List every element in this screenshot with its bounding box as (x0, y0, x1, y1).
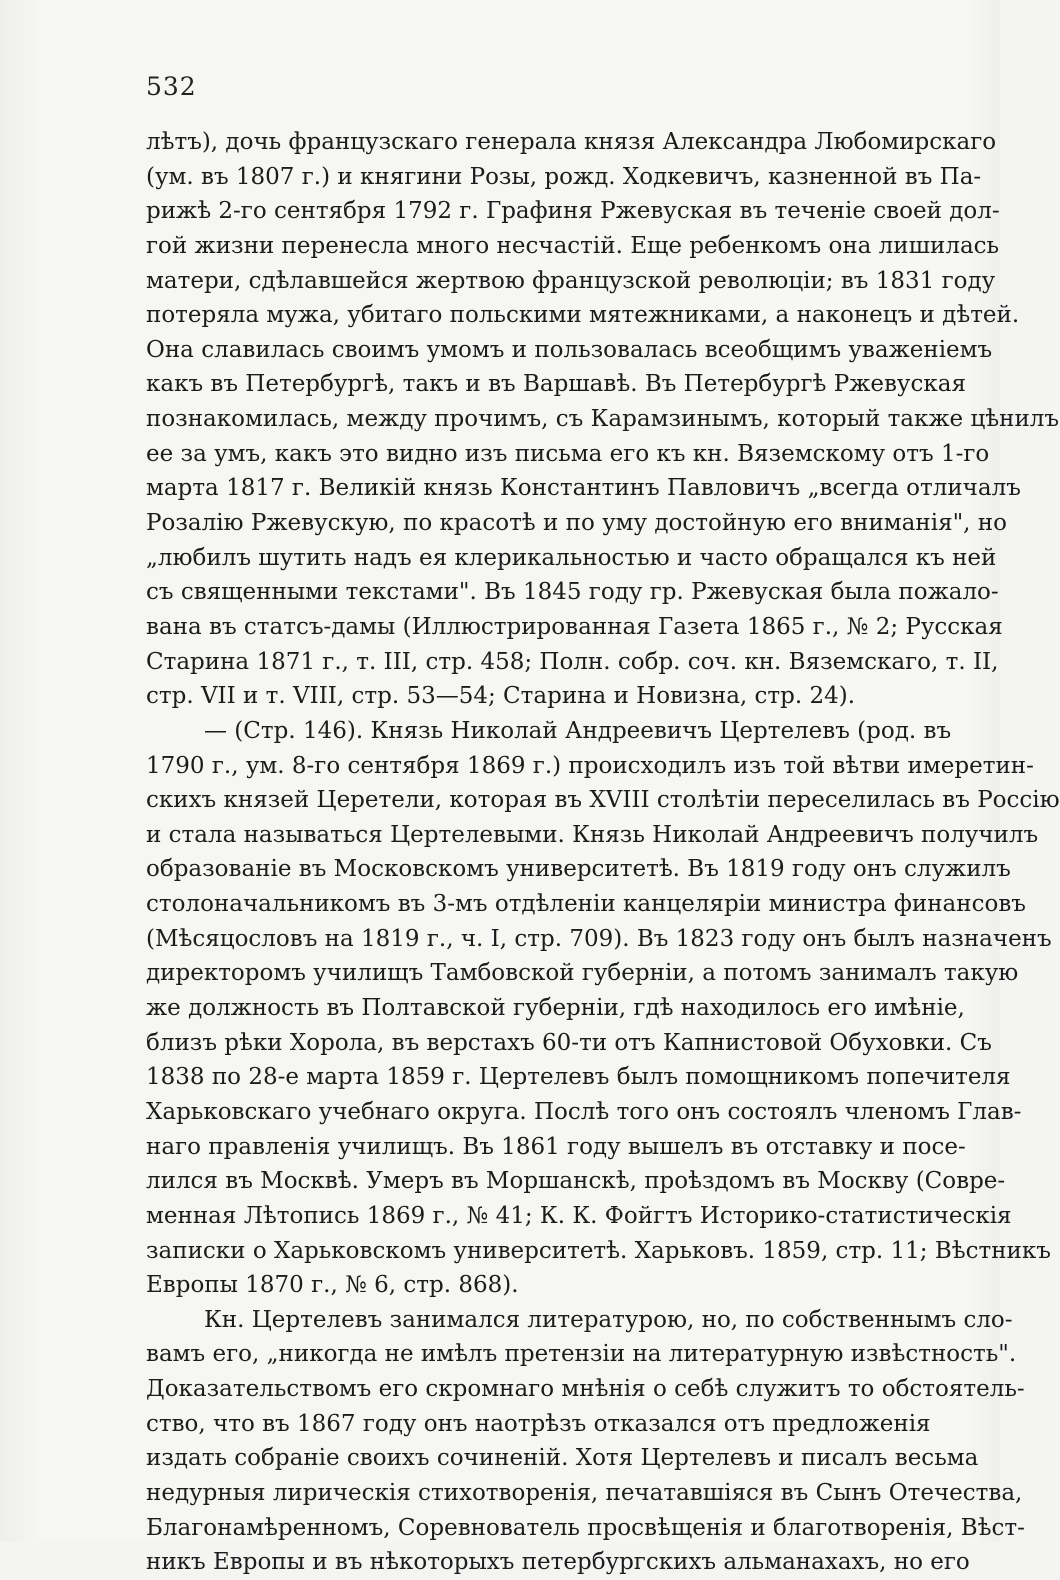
text-line: Она славилась своимъ умомъ и пользовалась всеобщимъ уваженіемъ (146, 336, 993, 363)
body-text (146, 125, 1060, 1580)
text-line: познакомилась, между прочимъ, съ Карамзинымъ, который также цѣнилъ (146, 406, 1060, 433)
text-line: записки о Харьковскомъ университетѣ. Харьковъ. 1859, стр. 11; Вѣстникъ (146, 1237, 1051, 1264)
text-line: Европы 1870 г., № 6, стр. 868). (146, 1272, 519, 1299)
text-line: директоромъ училищъ Тамбовской губерніи, а потомъ занималъ такую (146, 960, 1019, 987)
text-line: образованіе въ Московскомъ университетѣ. Въ 1819 году онъ служилъ (146, 856, 1011, 883)
text-line: ее за умъ, какъ это видно изъ письма его къ кн. Вяземскому отъ 1-го (146, 440, 990, 467)
text-line: марта 1817 г. Великій князь Константинъ Павловичъ „всегда отличалъ (146, 475, 1021, 502)
text-line: Доказательствомъ его скромнаго мнѣнія о себѣ служитъ то обстоятель- (146, 1376, 1025, 1403)
text-line: стр. VII и т. VIII, стр. 53—54; Старина и Новизна, стр. 24). (146, 683, 856, 710)
text-line: Харьковскаго учебнаго округа. Послѣ того онъ состоялъ членомъ Глав- (146, 1098, 1022, 1125)
text-line: (Мѣсяцословъ на 1819 г., ч. I, стр. 709). Въ 1823 году онъ былъ назначенъ (146, 925, 1052, 952)
text-line: скихъ князей Церетели, которая въ XVIII столѣтіи переселилась въ Россію (146, 787, 1060, 814)
text-line: менная Лѣтопись 1869 г., № 41; К. К. Фойгтъ Историко-статистическія (146, 1202, 1012, 1229)
text-line: лился въ Москвѣ. Умеръ въ Моршанскѣ, проѣздомъ въ Москву (Совре- (146, 1168, 1006, 1195)
text-line: вамъ его, „никогда не имѣлъ претензіи на литературную извѣстность". (146, 1341, 1017, 1368)
text-line: матери, сдѣлавшейся жертвою французской революціи; въ 1831 году (146, 267, 996, 294)
text-line: съ священными текстами". Въ 1845 году гр. Ржевуская была пожало- (146, 579, 999, 606)
text-line: столоначальникомъ въ 3-мъ отдѣленіи канцеляріи министра финансовъ (146, 891, 1026, 918)
text-line: Старина 1871 г., т. III, стр. 458; Полн. собр. соч. кн. Вяземскаго, т. II, (146, 648, 999, 675)
text-line: Кн. Цертелевъ занимался литературою, но, по собственнымъ сло- (204, 1306, 1013, 1333)
text-line: Благонамѣренномъ, Соревнователь просвѣщенія и благотворенія, Вѣст- (146, 1514, 1025, 1541)
text-line: 1838 по 28-е марта 1859 г. Цертелевъ былъ помощникомъ попечителя (146, 1064, 1011, 1091)
text-line: (ум. въ 1807 г.) и княгини Розы, рожд. Ходкевичъ, казненной въ Па- (146, 163, 982, 190)
text-line: „любилъ шутить надъ ея клерикальностью и часто обращался къ ней (146, 544, 997, 571)
text-line: Розалію Ржевускую, по красотѣ и по уму достойную его вниманія", но (146, 510, 1007, 537)
text-line: гой жизни перенесла много несчастій. Еще ребенкомъ она лишилась (146, 232, 1000, 259)
text-line: потеряла мужа, убитаго польскими мятежниками, а наконецъ и дѣтей. (146, 302, 1020, 329)
text-line: недурныя лирическія стихотворенія, печатавшіяся въ Сынъ Отечества, (146, 1479, 1023, 1506)
text-line: вана въ статсъ-дамы (Иллюстрированная Газета 1865 г., № 2; Русская (146, 613, 1003, 640)
text-line: какъ въ Петербургѣ, такъ и въ Варшавѣ. Въ Петербургѣ Ржевуская (146, 371, 966, 398)
text-line: и стала называться Цертелевыми. Князь Николай Андреевичъ получилъ (146, 821, 1039, 848)
text-line: — (Стр. 146). Князь Николай Андреевичъ Цертелевъ (род. въ (204, 717, 952, 744)
text-line: ство, что въ 1867 году онъ наотрѣзъ отказался отъ предложенія (146, 1410, 931, 1437)
text-line: никъ Европы и въ нѣкоторыхъ петербургскихъ альманахахъ, но его (146, 1549, 970, 1576)
text-line: близъ рѣки Хорола, въ верстахъ 60-ти отъ Капнистовой Обуховки. Съ (146, 1029, 992, 1056)
text-line: рижѣ 2-го сентября 1792 г. Графиня Ржевуская въ теченіе своей дол- (146, 198, 1000, 225)
text-line: 1790 г., ум. 8-го сентября 1869 г.) происходилъ изъ той вѣтви имеретин- (146, 752, 1034, 779)
text-line: же должность въ Полтавской губерніи, гдѣ находилось его имѣніе, (146, 995, 965, 1022)
page-number: 532 (146, 72, 197, 101)
text-line: лѣтъ), дочь французскаго генерала князя Александра Любомирскаго (146, 129, 997, 155)
text-line: наго правленія училищъ. Въ 1861 году вышелъ въ отставку и посе- (146, 1133, 966, 1160)
text-line: издать собраніе своихъ сочиненій. Хотя Цертелевъ и писалъ весьма (146, 1445, 979, 1472)
